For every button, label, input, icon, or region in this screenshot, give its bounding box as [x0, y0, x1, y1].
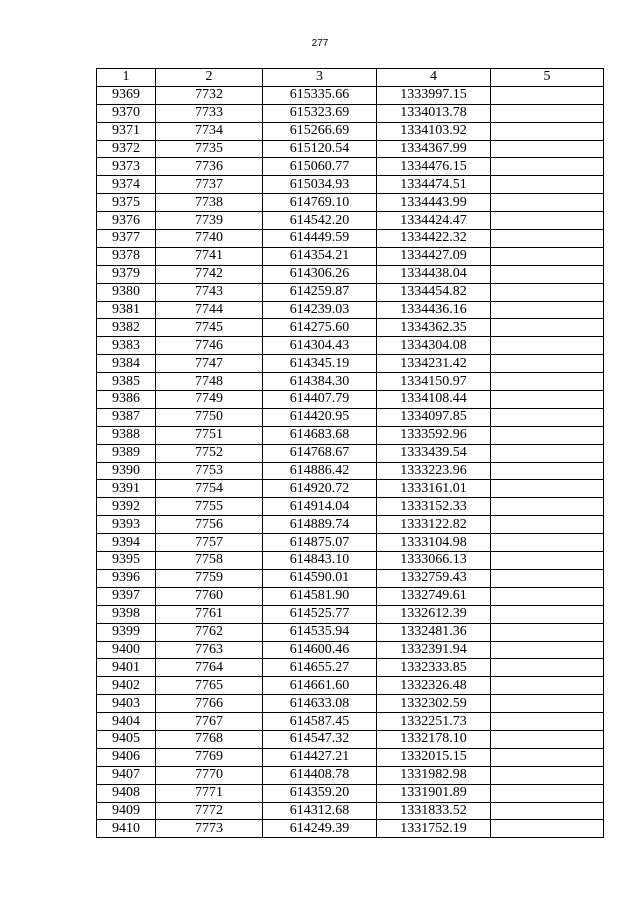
- table-cell: [491, 641, 604, 659]
- table-cell: 9397: [97, 587, 156, 605]
- table-cell: 1333122.82: [377, 516, 491, 534]
- table-row: [97, 713, 604, 731]
- table-cell: 9393: [97, 516, 156, 534]
- table-cell: 1332749.61: [377, 587, 491, 605]
- table-cell: 9406: [97, 748, 156, 766]
- table-cell: 1331982.98: [377, 766, 491, 784]
- table-cell: [491, 265, 604, 283]
- page-number: 277: [311, 38, 329, 49]
- table-cell: 1332178.10: [377, 730, 491, 748]
- table-cell: 1332015.15: [377, 748, 491, 766]
- table-cell: 7736: [156, 158, 263, 176]
- table-cell: 9394: [97, 534, 156, 552]
- table-cell: [491, 426, 604, 444]
- table-cell: 9369: [97, 86, 156, 104]
- table-cell: 1334150.97: [377, 373, 491, 391]
- table-cell: 9390: [97, 462, 156, 480]
- table-row: [97, 587, 604, 605]
- table-cell: 1334231.42: [377, 355, 491, 373]
- table-row: [97, 623, 604, 641]
- table-cell: [491, 176, 604, 194]
- table-cell: [491, 194, 604, 212]
- table-cell: 1334424.47: [377, 212, 491, 230]
- table-row: [97, 516, 604, 534]
- table-cell: 1334436.16: [377, 301, 491, 319]
- table-cell: [491, 516, 604, 534]
- table-cell: 9410: [97, 820, 156, 838]
- table-row: [97, 480, 604, 498]
- table-cell: 614359.20: [263, 784, 377, 802]
- table-cell: 7768: [156, 730, 263, 748]
- table-cell: 614914.04: [263, 498, 377, 516]
- table-cell: 7749: [156, 391, 263, 409]
- table-cell: [491, 104, 604, 122]
- table-cell: 614306.26: [263, 265, 377, 283]
- table-cell: 7742: [156, 265, 263, 283]
- table-cell: 1334362.35: [377, 319, 491, 337]
- column-header: 5: [491, 69, 604, 87]
- table-cell: 614590.01: [263, 569, 377, 587]
- table-cell: 9404: [97, 713, 156, 731]
- table-cell: 9376: [97, 212, 156, 230]
- table-cell: 7767: [156, 713, 263, 731]
- table-cell: 9407: [97, 766, 156, 784]
- table-cell: [491, 784, 604, 802]
- table-cell: [491, 283, 604, 301]
- table-cell: 7756: [156, 516, 263, 534]
- table-cell: 1333592.96: [377, 426, 491, 444]
- table-cell: 9387: [97, 408, 156, 426]
- table-cell: 614312.68: [263, 802, 377, 820]
- table-row: [97, 552, 604, 570]
- table-cell: [491, 498, 604, 516]
- table-row: [97, 444, 604, 462]
- column-header: 4: [377, 69, 491, 87]
- table-cell: 7770: [156, 766, 263, 784]
- table-row: [97, 247, 604, 265]
- table-cell: 1334013.78: [377, 104, 491, 122]
- table-cell: [491, 140, 604, 158]
- table-row: [97, 695, 604, 713]
- table-cell: 614384.30: [263, 373, 377, 391]
- table-cell: [491, 820, 604, 838]
- table-cell: [491, 355, 604, 373]
- table-cell: 7733: [156, 104, 263, 122]
- table-cell: 7763: [156, 641, 263, 659]
- table-cell: 1331833.52: [377, 802, 491, 820]
- table-cell: 7759: [156, 569, 263, 587]
- table-cell: 615266.69: [263, 122, 377, 140]
- table-cell: 7761: [156, 605, 263, 623]
- table-row: [97, 426, 604, 444]
- table-cell: 614581.90: [263, 587, 377, 605]
- table-cell: [491, 247, 604, 265]
- table-cell: 7771: [156, 784, 263, 802]
- table-row: [97, 283, 604, 301]
- table-row: [97, 802, 604, 820]
- table-cell: 1334476.15: [377, 158, 491, 176]
- table-row: [97, 373, 604, 391]
- table-row: [97, 408, 604, 426]
- table-cell: 9395: [97, 552, 156, 570]
- table-cell: 614408.78: [263, 766, 377, 784]
- table-cell: [491, 695, 604, 713]
- table-row: [97, 641, 604, 659]
- table-body: [97, 86, 604, 837]
- table-cell: 7732: [156, 86, 263, 104]
- table-cell: [491, 301, 604, 319]
- table-cell: 9405: [97, 730, 156, 748]
- table-cell: 614535.94: [263, 623, 377, 641]
- table-cell: 9386: [97, 391, 156, 409]
- table-cell: [491, 730, 604, 748]
- table-row: [97, 659, 604, 677]
- table-cell: 9408: [97, 784, 156, 802]
- table-cell: 9399: [97, 623, 156, 641]
- table-cell: 7758: [156, 552, 263, 570]
- table-cell: 7740: [156, 230, 263, 248]
- table-cell: 614769.10: [263, 194, 377, 212]
- table-cell: 615120.54: [263, 140, 377, 158]
- table-row: [97, 730, 604, 748]
- table-row: [97, 820, 604, 838]
- table-cell: 1334454.82: [377, 283, 491, 301]
- table-cell: 614683.68: [263, 426, 377, 444]
- table-row: [97, 104, 604, 122]
- table-cell: 1332391.94: [377, 641, 491, 659]
- table-cell: 615323.69: [263, 104, 377, 122]
- table-cell: 614407.79: [263, 391, 377, 409]
- table-cell: 1333439.54: [377, 444, 491, 462]
- table-cell: 615034.93: [263, 176, 377, 194]
- table-cell: [491, 713, 604, 731]
- table-cell: 9381: [97, 301, 156, 319]
- table-cell: [491, 534, 604, 552]
- table-cell: 9374: [97, 176, 156, 194]
- table-cell: 614304.43: [263, 337, 377, 355]
- table-cell: 9385: [97, 373, 156, 391]
- table-cell: 7745: [156, 319, 263, 337]
- table-row: [97, 122, 604, 140]
- table-cell: [491, 408, 604, 426]
- column-header: 3: [263, 69, 377, 87]
- table-cell: 614633.08: [263, 695, 377, 713]
- table-cell: 614886.42: [263, 462, 377, 480]
- table-cell: 1333997.15: [377, 86, 491, 104]
- table-row: [97, 748, 604, 766]
- table-cell: [491, 337, 604, 355]
- table-cell: 7766: [156, 695, 263, 713]
- table-row: [97, 140, 604, 158]
- table-row: [97, 462, 604, 480]
- table-cell: 1331901.89: [377, 784, 491, 802]
- table-cell: 9401: [97, 659, 156, 677]
- table-cell: [491, 230, 604, 248]
- table-cell: 9400: [97, 641, 156, 659]
- table-cell: 9382: [97, 319, 156, 337]
- table-cell: 7753: [156, 462, 263, 480]
- table-cell: 614239.03: [263, 301, 377, 319]
- table-cell: 7764: [156, 659, 263, 677]
- table-cell: [491, 659, 604, 677]
- table-cell: [491, 677, 604, 695]
- table-cell: 614427.21: [263, 748, 377, 766]
- table-cell: [491, 623, 604, 641]
- table-cell: 9380: [97, 283, 156, 301]
- table-cell: 7744: [156, 301, 263, 319]
- table-header: [97, 69, 604, 87]
- table-cell: [491, 86, 604, 104]
- table-cell: 1333066.13: [377, 552, 491, 570]
- table-cell: 614920.72: [263, 480, 377, 498]
- table-cell: 614354.21: [263, 247, 377, 265]
- table-cell: 614600.46: [263, 641, 377, 659]
- table-cell: 7746: [156, 337, 263, 355]
- table-cell: 7739: [156, 212, 263, 230]
- table-cell: 1332333.85: [377, 659, 491, 677]
- table-cell: 614768.67: [263, 444, 377, 462]
- table-row: [97, 766, 604, 784]
- table-cell: 9370: [97, 104, 156, 122]
- table-cell: 7762: [156, 623, 263, 641]
- table-cell: 9384: [97, 355, 156, 373]
- table-cell: 7773: [156, 820, 263, 838]
- table-cell: 7741: [156, 247, 263, 265]
- table-cell: 9403: [97, 695, 156, 713]
- table-cell: 7769: [156, 748, 263, 766]
- table-cell: 9402: [97, 677, 156, 695]
- table-cell: 7751: [156, 426, 263, 444]
- table-cell: 9398: [97, 605, 156, 623]
- table-cell: 614259.87: [263, 283, 377, 301]
- coordinates-table: [96, 68, 604, 838]
- table-cell: 9389: [97, 444, 156, 462]
- table-cell: 1334474.51: [377, 176, 491, 194]
- table-cell: [491, 605, 604, 623]
- table-cell: [491, 569, 604, 587]
- header-row: [97, 69, 604, 87]
- table-row: [97, 230, 604, 248]
- table-cell: 7750: [156, 408, 263, 426]
- table-cell: 1333152.33: [377, 498, 491, 516]
- table-cell: 7755: [156, 498, 263, 516]
- table-cell: 7735: [156, 140, 263, 158]
- table-cell: [491, 444, 604, 462]
- table-row: [97, 605, 604, 623]
- table-cell: 7752: [156, 444, 263, 462]
- table-cell: 9392: [97, 498, 156, 516]
- table-cell: 7743: [156, 283, 263, 301]
- table-cell: 9375: [97, 194, 156, 212]
- table-cell: [491, 587, 604, 605]
- table-cell: 9391: [97, 480, 156, 498]
- table-cell: 1334097.85: [377, 408, 491, 426]
- table-cell: 1334304.08: [377, 337, 491, 355]
- table-row: [97, 355, 604, 373]
- table-cell: 7760: [156, 587, 263, 605]
- table-row: [97, 498, 604, 516]
- table-cell: 614875.07: [263, 534, 377, 552]
- table-cell: 1333223.96: [377, 462, 491, 480]
- table-cell: 1332251.73: [377, 713, 491, 731]
- table-cell: 7748: [156, 373, 263, 391]
- table-cell: 614249.39: [263, 820, 377, 838]
- table-cell: 614655.27: [263, 659, 377, 677]
- table-cell: 9373: [97, 158, 156, 176]
- table-cell: 1334103.92: [377, 122, 491, 140]
- table-row: [97, 337, 604, 355]
- table-cell: [491, 748, 604, 766]
- table-cell: 9383: [97, 337, 156, 355]
- table-cell: 1332759.43: [377, 569, 491, 587]
- table-cell: 614449.59: [263, 230, 377, 248]
- table-row: [97, 677, 604, 695]
- table-cell: 9409: [97, 802, 156, 820]
- table-cell: [491, 212, 604, 230]
- table-row: [97, 265, 604, 283]
- table-cell: 615335.66: [263, 86, 377, 104]
- table-cell: 9379: [97, 265, 156, 283]
- table-cell: 9388: [97, 426, 156, 444]
- table-cell: [491, 391, 604, 409]
- table-cell: 1332481.36: [377, 623, 491, 641]
- table-cell: 1334108.44: [377, 391, 491, 409]
- table-cell: 9378: [97, 247, 156, 265]
- table-cell: 615060.77: [263, 158, 377, 176]
- table-cell: 1331752.19: [377, 820, 491, 838]
- table-cell: [491, 158, 604, 176]
- table-cell: 7754: [156, 480, 263, 498]
- table-cell: 7772: [156, 802, 263, 820]
- table-cell: 9396: [97, 569, 156, 587]
- column-header: 1: [97, 69, 156, 87]
- table-cell: 1334427.09: [377, 247, 491, 265]
- table-cell: 1333161.01: [377, 480, 491, 498]
- column-header: 2: [156, 69, 263, 87]
- table-cell: 614525.77: [263, 605, 377, 623]
- table-cell: [491, 373, 604, 391]
- table-cell: 7747: [156, 355, 263, 373]
- table-cell: 614542.20: [263, 212, 377, 230]
- table-row: [97, 176, 604, 194]
- table-cell: [491, 319, 604, 337]
- table-row: [97, 301, 604, 319]
- table-cell: [491, 802, 604, 820]
- table-cell: 7738: [156, 194, 263, 212]
- table-row: [97, 784, 604, 802]
- table-cell: 614661.60: [263, 677, 377, 695]
- table-cell: 1334367.99: [377, 140, 491, 158]
- table-cell: 614587.45: [263, 713, 377, 731]
- table-cell: 614420.95: [263, 408, 377, 426]
- table-cell: [491, 552, 604, 570]
- table-cell: 7734: [156, 122, 263, 140]
- table-cell: 9372: [97, 140, 156, 158]
- table-row: [97, 194, 604, 212]
- table-cell: 7765: [156, 677, 263, 695]
- table-cell: 614889.74: [263, 516, 377, 534]
- table-cell: [491, 122, 604, 140]
- table-cell: 1332612.39: [377, 605, 491, 623]
- table-row: [97, 391, 604, 409]
- table-cell: [491, 462, 604, 480]
- table-row: [97, 569, 604, 587]
- table-row: [97, 158, 604, 176]
- table-cell: 614843.10: [263, 552, 377, 570]
- table-cell: 1334422.32: [377, 230, 491, 248]
- table-cell: 9371: [97, 122, 156, 140]
- table-cell: [491, 766, 604, 784]
- table-cell: 1333104.98: [377, 534, 491, 552]
- table-row: [97, 319, 604, 337]
- table-cell: 7757: [156, 534, 263, 552]
- table-cell: 614547.32: [263, 730, 377, 748]
- table-cell: 9377: [97, 230, 156, 248]
- table-cell: 1334443.99: [377, 194, 491, 212]
- table-cell: 1332326.48: [377, 677, 491, 695]
- table-cell: [491, 480, 604, 498]
- table-row: [97, 534, 604, 552]
- table-row: [97, 212, 604, 230]
- table-row: [97, 86, 604, 104]
- table-cell: 1334438.04: [377, 265, 491, 283]
- table-cell: 614345.19: [263, 355, 377, 373]
- table-cell: 1332302.59: [377, 695, 491, 713]
- table-cell: 7737: [156, 176, 263, 194]
- table-cell: 614275.60: [263, 319, 377, 337]
